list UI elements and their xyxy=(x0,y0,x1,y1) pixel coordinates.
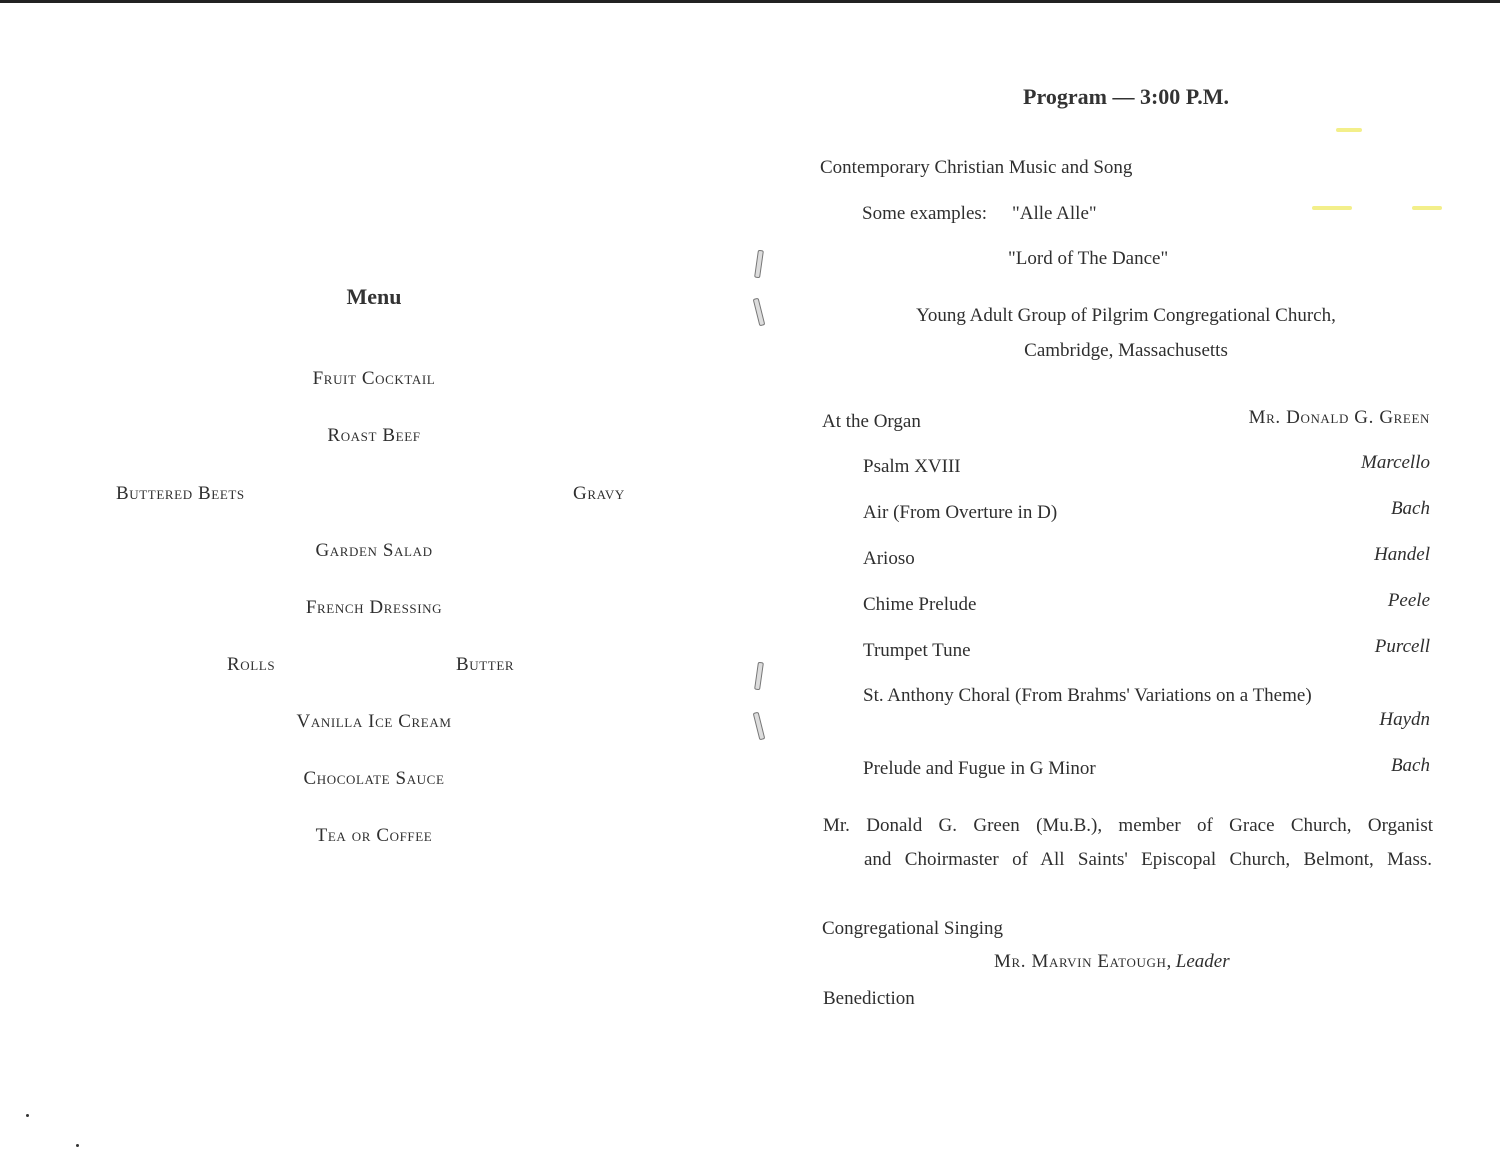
piece-title: Prelude and Fugue in G Minor xyxy=(863,758,1096,779)
menu-item-rolls: Rolls xyxy=(227,654,276,675)
menu-item-butter: Butter xyxy=(456,654,515,675)
piece-composer: Bach xyxy=(1390,498,1430,519)
piece-title: St. Anthony Choral (From Brahms' Variations on a Theme) xyxy=(863,685,1312,706)
examples-label: Some examples: xyxy=(862,203,988,224)
piece-title: Trumpet Tune xyxy=(863,640,971,661)
staple-top-lower xyxy=(753,298,766,327)
piece-composer: Bach xyxy=(1390,755,1430,776)
scan-top-edge xyxy=(0,0,1500,3)
leader-role: Leader xyxy=(1175,951,1230,972)
group-line-1: Young Adult Group of Pilgrim Congregational Church, xyxy=(916,305,1336,326)
menu-title: Menu xyxy=(346,284,402,309)
scan-speck xyxy=(26,1114,29,1117)
menu-item-gravy: Gravy xyxy=(573,483,625,504)
music-heading: Contemporary Christian Music and Song xyxy=(820,157,1133,178)
piece-title: Chime Prelude xyxy=(863,594,977,615)
program-title: Program — 3:00 P.M. xyxy=(1023,84,1229,109)
piece-title: Psalm XVIII xyxy=(863,456,961,477)
menu-item-roast-beef: Roast Beef xyxy=(327,425,421,446)
group-line-2: Cambridge, Massachusetts xyxy=(1024,340,1228,361)
organist-bio-line-2: and Choirmaster of All Saints' Episcopal Church, Belmont, Mass. xyxy=(864,849,1432,870)
piece-composer: Haydn xyxy=(1379,709,1430,730)
benediction: Benediction xyxy=(823,988,915,1009)
song-leader xyxy=(994,951,1230,973)
menu-item-french-dressing: French Dressing xyxy=(305,597,443,618)
menu-item-garden-salad: Garden Salad xyxy=(315,540,433,561)
piece-composer: Handel xyxy=(1374,544,1430,565)
piece-composer: Purcell xyxy=(1374,636,1430,657)
piece-title: Air (From Overture in D) xyxy=(863,502,1058,523)
highlight-mark xyxy=(1336,128,1362,132)
example-song-2: "Lord of The Dance" xyxy=(1008,248,1169,269)
singing-label: Congregational Singing xyxy=(822,918,1004,939)
highlight-mark xyxy=(1312,206,1352,210)
piece-composer: Marcello xyxy=(1361,452,1430,473)
menu-item-tea-or-coffee: Tea or Coffee xyxy=(315,825,433,846)
piece-composer: Peele xyxy=(1387,590,1430,611)
piece-title: Arioso xyxy=(863,548,915,569)
staple-bottom-upper xyxy=(754,662,764,691)
example-song-1: "Alle Alle" xyxy=(1012,203,1097,224)
organist-bio-line-1: Mr. Donald G. Green (Mu.B.), member of Grace Church, Organist xyxy=(823,815,1433,836)
staple-bottom-lower xyxy=(753,712,766,741)
organist-name: Mr. Donald G. Green xyxy=(1248,407,1430,428)
staple-top-upper xyxy=(754,250,764,279)
menu-item-vanilla-ice-cream: Vanilla Ice Cream xyxy=(296,711,452,732)
menu-item-fruit-cocktail: Fruit Cocktail xyxy=(312,368,436,389)
menu-item-buttered-beets: Buttered Beets xyxy=(116,483,245,504)
menu-item-chocolate-sauce: Chocolate Sauce xyxy=(303,768,445,789)
scan-speck xyxy=(76,1144,79,1147)
organ-label: At the Organ xyxy=(822,411,921,432)
highlight-mark xyxy=(1412,206,1442,210)
leader-name: Mr. Marvin Eatough, xyxy=(994,951,1172,972)
